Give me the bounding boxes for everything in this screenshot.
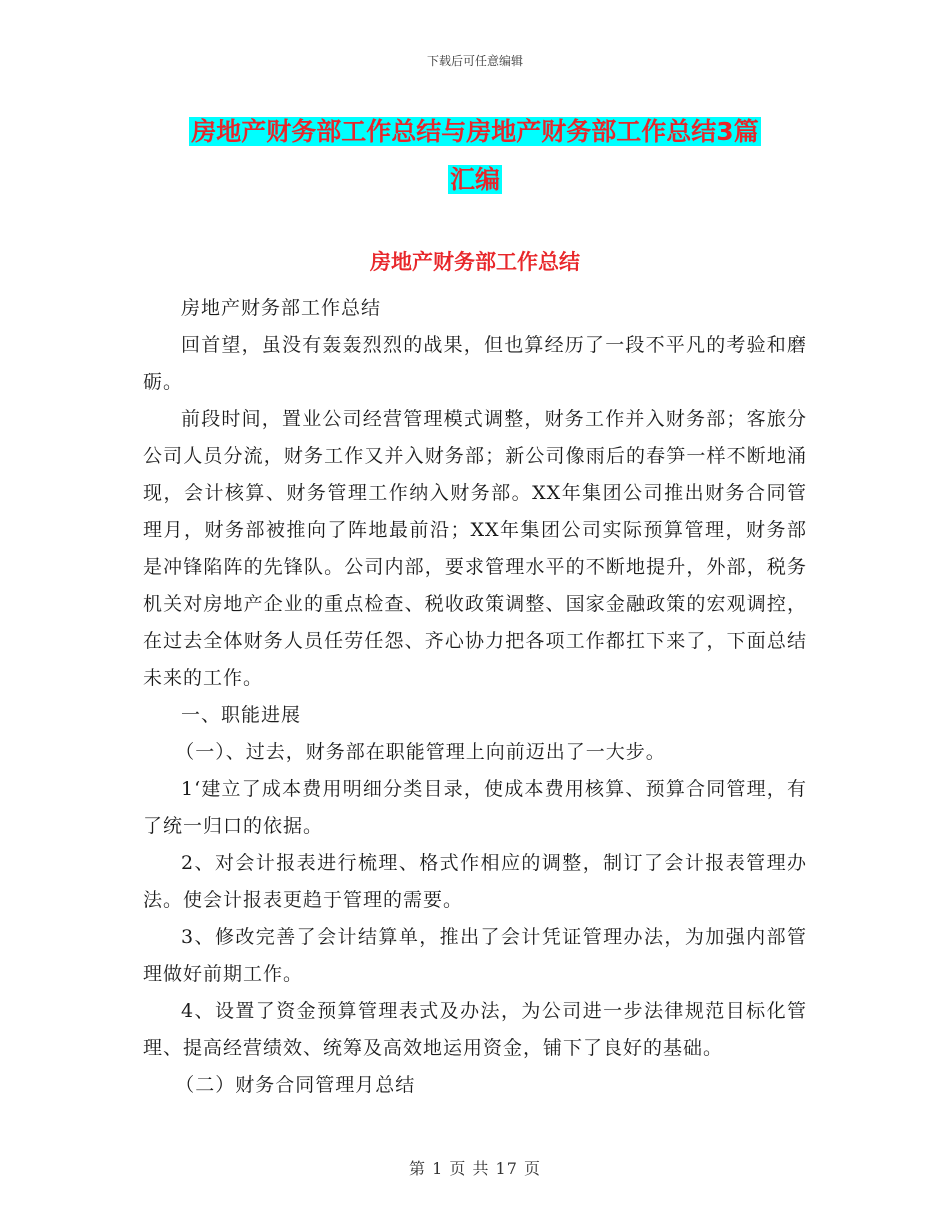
paragraph: 3、修改完善了会计结算单，推出了会计凭证管理办法，为加强内部管理做好前期工作。 (143, 926, 807, 985)
section-title: 房地产财务部工作总结 (370, 250, 580, 274)
paragraph: （一）、过去，财务部在职能管理上向前迈出了一大步。 (175, 741, 666, 763)
paragraph: 4、设置了资金预算管理表式及办法，为公司进一步法律规范目标化管理、提高经营绩效、统筹及高效地运用资金，铺下了良好的基础。 (143, 1000, 807, 1059)
document-title (140, 108, 810, 204)
paragraph: 2、对会计报表进行梳理、格式作相应的调整，制订了会计报表管理办法。使会计报表更趋于管理的需要。 (143, 852, 807, 911)
document-body (143, 290, 807, 1104)
paragraph: 前段时间，置业公司经营管理模式调整，财务工作并入财务部；客旅分公司人员分流，财务工作又并入财务部；新公司像雨后的春笋一样不断地涌现，会计核算、财务管理工作纳入财务部。XX年集团公司推出财务合同管理月，财务部被推向了阵地最前沿；XX年集团公司实际预算管理，财务部是冲锋陷阵的先锋队。公司内部，要求管理水平的不断地提升，外部，税务机关对房地产企业的重点检查、税收政策调整、国家金融政策的宏观调控，在过去全体财务人员任劳任怨、齐心协力把各项工作都扛下来了，下面总结未来的工作。 (143, 408, 807, 689)
paragraph: 一、职能进展 (181, 704, 302, 726)
page-footer: 第 1 页 共 17 页 (409, 1159, 541, 1178)
document-title-line1: 房地产财务部工作总结与房地产财务部工作总结3篇 (191, 117, 759, 146)
paragraph: 1‘建立了成本费用明细分类目录，使成本费用核算、预算合同管理，有了统一归口的依据。 (143, 778, 807, 837)
paragraph: 房地产财务部工作总结 (181, 297, 382, 319)
paragraph: （二）财务合同管理月总结 (175, 1074, 416, 1096)
document-title-line2: 汇编 (449, 165, 500, 194)
paragraph: 回首望，虽没有轰轰烈烈的战果，但也算经历了一段不平凡的考验和磨砺。 (143, 334, 807, 393)
page-header: 下载后可任意编辑 (426, 54, 523, 68)
